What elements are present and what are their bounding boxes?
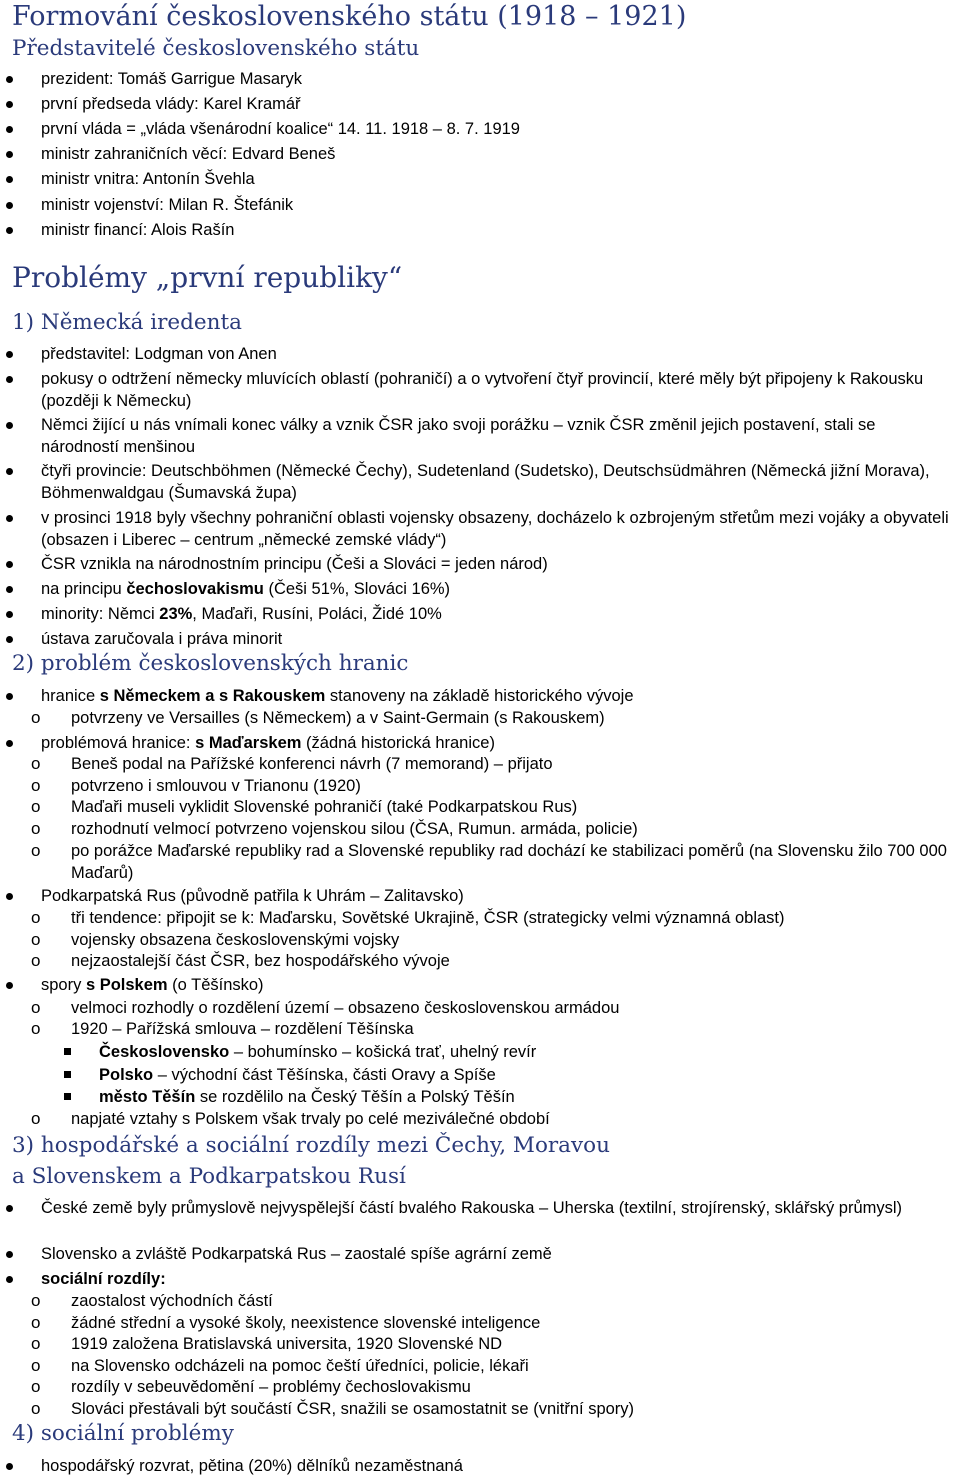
item-text: ČSR vznikla na národnostním principu (Češi a Slováci = jeden národ) <box>41 555 548 573</box>
list-item <box>41 219 956 241</box>
item-text: na Slovensko odcházeli na pomoc čeští úředníci, policie, lékaři <box>71 1357 529 1375</box>
list-item <box>41 194 956 216</box>
sub-list-item <box>31 1355 956 1377</box>
sub-bullet-icon: o <box>31 1313 41 1332</box>
sub-bullet-icon: o <box>31 776 41 795</box>
item-text: po porážce Maďarské republiky rad a Slovenské republiky rad dochází ke stabilizaci poměrů (na Slovensku žilo 700 000 Maďarů) <box>71 842 947 882</box>
bullet-icon <box>6 227 13 234</box>
item-bold-text: s Maďarskem <box>195 734 302 752</box>
sub-bullet-icon: o <box>31 797 41 816</box>
bullet-icon <box>6 1251 13 1258</box>
sub-list-item <box>31 929 956 951</box>
bullet-icon <box>6 515 13 522</box>
item-text: rozhodnutí velmocí potvrzeno vojenskou silou (ČSA, Rumun. armáda, policie) <box>71 820 638 838</box>
item-text: žádné střední a vysoké školy, neexistence slovenské inteligence <box>71 1314 541 1332</box>
item-text: napjaté vztahy s Polskem však trvaly po celé meziválečné období <box>71 1110 550 1128</box>
sub-list-item <box>31 1018 956 1040</box>
list-item <box>41 414 956 458</box>
list-item <box>41 1197 956 1219</box>
bullet-icon <box>6 740 13 747</box>
page-title: Formování československého státu (1918 – 1921) <box>12 1 687 32</box>
bullet-icon <box>6 1463 13 1470</box>
list-item <box>41 1268 956 1290</box>
bullet-icon <box>6 202 13 209</box>
bullet-icon <box>6 636 13 643</box>
list-item <box>41 368 956 412</box>
list-item <box>41 143 956 165</box>
item-text: tři tendence: připojit se k: Maďarsku, Sovětské Ukrajině, ČSR (strategicky velmi významná oblast) <box>71 909 785 927</box>
list-item <box>41 553 956 575</box>
bullet-icon <box>6 982 13 989</box>
item-text: se rozdělilo na Český Těšín a Polský Těšín <box>195 1088 515 1106</box>
item-text: představitel: Lodgman von Anen <box>41 345 277 363</box>
item-text: České země byly průmyslově nejvyspělejší částí bvalého Rakouska – Uherska (textilní, strojírenský, sklářský průmysl) <box>41 1199 903 1217</box>
item-text: (o Těšínsko) <box>167 976 264 994</box>
sub-list-item <box>31 1398 956 1420</box>
list-item <box>41 885 956 907</box>
item-text: Podkarpatská Rus (původně patřila k Uhrám – Zalitavsko) <box>41 887 464 905</box>
bullet-icon <box>6 101 13 108</box>
item-text: rozdíly v sebeuvědomění – problémy čechoslovakismu <box>71 1378 471 1396</box>
sub-bullet-icon: o <box>31 819 41 838</box>
bullet-icon <box>6 376 13 383</box>
item-text: Němci žijící u nás vnímali konec války a vznik ČSR jako svoji porážku – vznik ČSR změnil jejich postavení, stali se národností menšinou <box>41 416 876 456</box>
item-text: Beneš podal na Pařížské konferenci návrh (7 memorand) – přijato <box>71 755 553 773</box>
list-item <box>41 628 956 650</box>
list-item <box>41 343 956 365</box>
item-text: Slovensko a zvláště Podkarpatská Rus – zaostalé spíše agrární země <box>41 1245 552 1263</box>
item-text: – bohumínsko – košická trať, uhelný revír <box>229 1043 537 1061</box>
section-heading-economic: 3) hospodářské a sociální rozdíly mezi Čechy, Moravou <box>12 1133 610 1158</box>
item-text: prezident: Tomáš Garrigue Masaryk <box>41 70 303 88</box>
sub-bullet-icon: o <box>31 930 41 949</box>
item-text: potvrzeny ve Versailles (s Německem) a v Saint-Germain (s Rakouskem) <box>71 709 605 727</box>
sub-bullet-icon: o <box>31 1334 41 1353</box>
list-item <box>41 460 956 504</box>
section-heading-economic-cont: a Slovenskem a Podkarpatskou Rusí <box>12 1164 406 1189</box>
list-item <box>41 118 956 140</box>
bullet-icon <box>6 586 13 593</box>
item-text: ministr vojenství: Milan R. Štefánik <box>41 196 294 214</box>
item-text: vojensky obsazena československými vojsky <box>71 931 400 949</box>
item-text: Slováci přestávali být součástí ČSR, snažili se osamostatnit se (vnitřní spory) <box>71 1400 635 1418</box>
item-bold-text: s Polskem <box>85 976 168 994</box>
list-item <box>41 1243 956 1265</box>
item-text: , Maďaři, Rusíni, Poláci, Židé 10% <box>192 605 442 623</box>
sub-list-item <box>31 753 956 775</box>
square-bullet-icon <box>64 1048 71 1055</box>
sub-bullet-icon: o <box>31 908 41 927</box>
item-text: první vláda = „vláda všenárodní koalice“ 14. 11. 1918 – 8. 7. 1919 <box>41 120 520 138</box>
item-bold-text: čechoslovakismu <box>126 580 264 598</box>
item-text: problémová hranice: <box>41 734 196 752</box>
item-text: na principu <box>41 580 127 598</box>
item-text: hospodářský rozvrat, pětina (20%) dělníků nezaměstnaná <box>41 1457 463 1475</box>
item-bold-text: s Německem a s Rakouskem <box>99 687 326 705</box>
item-text: – východní část Těšínska, části Oravy a Spíše <box>153 1066 496 1084</box>
item-bold-text: sociální rozdíly: <box>41 1270 166 1288</box>
item-text: v prosinci 1918 byly všechny pohraniční oblasti vojensky obsazeny, docházelo k ozbrojeným střetům mezi vojáky a obyvateli (obsazen i Liberec – centrum „německé zemské vlády“) <box>41 509 949 549</box>
list-item <box>41 732 956 754</box>
list-item <box>41 93 956 115</box>
item-bold-text: Československo <box>99 1043 230 1061</box>
sub-list-item <box>31 840 956 884</box>
sub-list-item <box>31 818 956 840</box>
sub-bullet-icon: o <box>31 1291 41 1310</box>
item-text: zaostalost východních částí <box>71 1292 273 1310</box>
sub-bullet-icon: o <box>31 1356 41 1375</box>
item-text: 1920 – Pařížská smlouva – rozdělení Těšínska <box>71 1020 414 1038</box>
list-item <box>41 603 956 625</box>
sub-bullet-icon: o <box>31 708 41 727</box>
bullet-icon <box>6 693 13 700</box>
bullet-icon <box>6 76 13 83</box>
list-item <box>41 685 956 707</box>
list-item <box>41 578 956 600</box>
sub-sub-list-item <box>99 1064 956 1086</box>
sub-bullet-icon: o <box>31 841 41 860</box>
sub-list-item <box>31 997 956 1019</box>
sub-list-item <box>31 775 956 797</box>
sub-list-item <box>31 907 956 929</box>
item-text: pokusy o odtržení německy mluvících oblastí (pohraničí) a o vytvoření čtyř provincií, které měly být připojeny k Rakousku (později k Německu) <box>41 370 924 410</box>
sub-list-item <box>31 1108 956 1130</box>
item-bold-text: 23% <box>159 605 193 623</box>
sub-list-item <box>31 950 956 972</box>
item-text: nejzaostalejší část ČSR, bez hospodářského vývoje <box>71 952 450 970</box>
item-bold-text: Polsko <box>99 1066 154 1084</box>
bullet-icon <box>6 351 13 358</box>
list-item <box>41 1455 956 1477</box>
sub-sub-list-item <box>99 1086 956 1108</box>
item-text: Maďaři museli vyklidit Slovenské pohraničí (také Podkarpatskou Rus) <box>71 798 578 816</box>
square-bullet-icon <box>64 1071 71 1078</box>
item-text: ministr financí: Alois Rašín <box>41 221 235 239</box>
list-item <box>41 168 956 190</box>
sub-bullet-icon: o <box>31 1019 41 1038</box>
item-text: hranice <box>41 687 100 705</box>
item-text: 1919 založena Bratislavská universita, 1920 Slovenské ND <box>71 1335 503 1353</box>
bullet-icon <box>6 176 13 183</box>
sub-list-item <box>31 1333 956 1355</box>
problems-title: Problémy „první republiky“ <box>12 261 403 294</box>
bullet-icon <box>6 126 13 133</box>
sub-bullet-icon: o <box>31 951 41 970</box>
bullet-icon <box>6 422 13 429</box>
section-heading-social: 4) sociální problémy <box>12 1421 234 1446</box>
list-item <box>41 507 956 551</box>
item-text: čtyři provincie: Deutschböhmen (Německé Čechy), Sudetenland (Sudetsko), Deutschsüdmähren (Německá jižní Morava), Böhmenwaldgau (Šumavská župa) <box>41 462 930 502</box>
bullet-icon <box>6 151 13 158</box>
square-bullet-icon <box>64 1093 71 1100</box>
item-bold-text: město Těšín <box>99 1088 196 1106</box>
item-text: (žádná historická hranice) <box>301 734 495 752</box>
sub-list-item <box>31 1376 956 1398</box>
bullet-icon <box>6 1276 13 1283</box>
sub-list-item <box>31 796 956 818</box>
bullet-icon <box>6 893 13 900</box>
sub-list-item <box>31 1312 956 1334</box>
item-text: velmoci rozhodly o rozdělení území – obsazeno československou armádou <box>71 999 620 1017</box>
item-text: ministr zahraničních věcí: Edvard Beneš <box>41 145 336 163</box>
sub-bullet-icon: o <box>31 754 41 773</box>
bullet-icon <box>6 561 13 568</box>
sub-bullet-icon: o <box>31 1399 41 1418</box>
item-text: potvrzeno i smlouvou v Trianonu (1920) <box>71 777 361 795</box>
bullet-icon <box>6 611 13 618</box>
item-text: ústava zaručovala i práva minorit <box>41 630 283 648</box>
item-text: ministr vnitra: Antonín Švehla <box>41 170 255 188</box>
item-text: stanoveny na základě historického vývoje <box>325 687 634 705</box>
sub-list-item <box>31 1290 956 1312</box>
sub-bullet-icon: o <box>31 1377 41 1396</box>
item-text: první předseda vlády: Karel Kramář <box>41 95 301 113</box>
section-heading-borders: 2) problém československých hranic <box>12 651 409 676</box>
list-item <box>41 974 956 996</box>
sub-sub-list-item <box>99 1041 956 1063</box>
section-heading-german-irredenta: 1) Německá iredenta <box>12 310 242 335</box>
sub-bullet-icon: o <box>31 998 41 1017</box>
item-text: spory <box>41 976 86 994</box>
item-text: (Češi 51%, Slováci 16%) <box>263 580 451 598</box>
section-heading-representatives: Představitelé československého státu <box>12 36 420 61</box>
sub-list-item <box>31 707 956 729</box>
list-item <box>41 68 956 90</box>
item-text: minority: Němci <box>41 605 160 623</box>
sub-bullet-icon: o <box>31 1109 41 1128</box>
bullet-icon <box>6 468 13 475</box>
bullet-icon <box>6 1205 13 1212</box>
